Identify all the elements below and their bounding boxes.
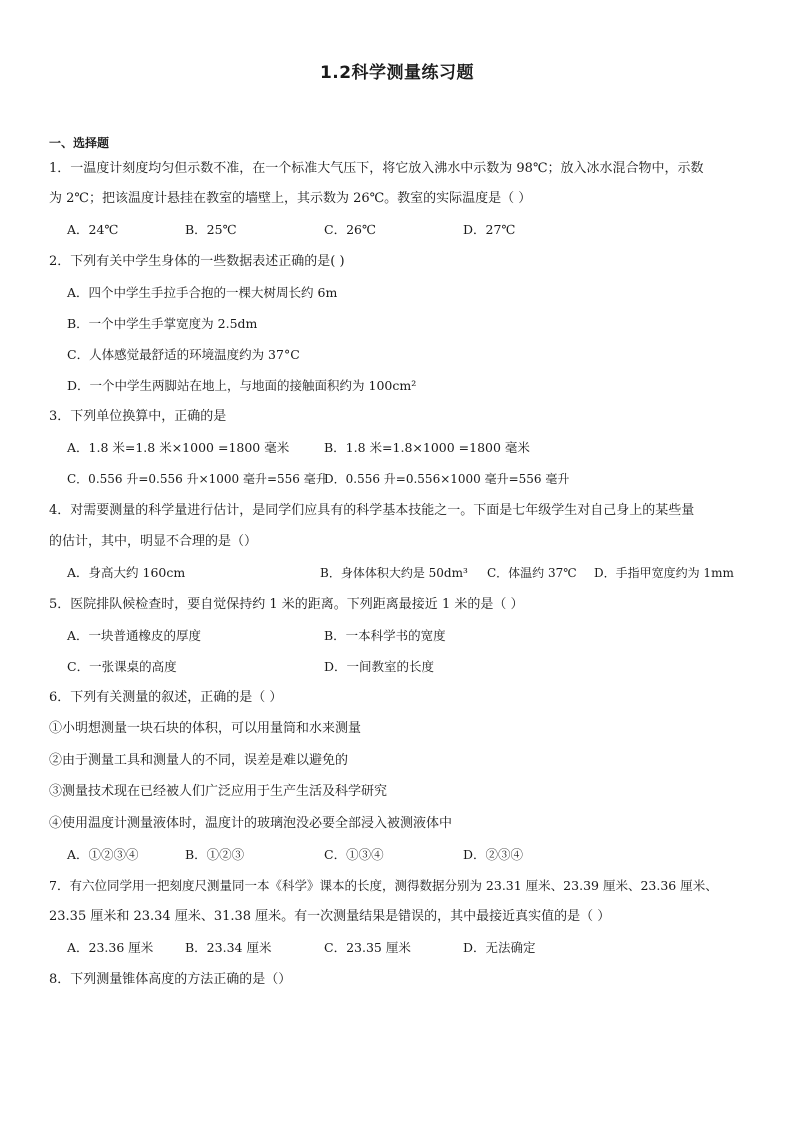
question-8-stem: 8．下列测量锥体高度的方法正确的是（）	[49, 972, 292, 987]
question-1-option-b: B．25℃	[185, 222, 237, 237]
question-3-option-d: D．0.556 升=0.556×1000 毫升=556 毫升	[324, 472, 570, 486]
question-7-option-d: D．无法确定	[463, 940, 536, 955]
question-1-line-1: 1．一温度计刻度均匀但示数不准，在一个标准大气压下，将它放入沸水中示数为 98℃；放入冰水混合物中，示数	[49, 161, 704, 176]
question-3-option-b: B．1.8 米=1.8×1000 =1800 毫米	[324, 440, 530, 455]
question-5-option-b: B．一本科学书的宽度	[324, 628, 446, 643]
question-4-option-d: D．手指甲宽度约为 1mm	[594, 566, 734, 580]
page-title: 1.2科学测量练习题	[319, 63, 475, 83]
question-1-option-c: C．26℃	[324, 222, 376, 237]
question-2-option-a: A．四个中学生手拉手合抱的一棵大树周长约 6m	[67, 285, 338, 300]
question-3-stem: 3．下列单位换算中，正确的是	[49, 409, 227, 424]
question-5-stem: 5．医院排队候检查时，要自觉保持约 1 米的距离。下列距离最接近 1 米的是（ ）	[49, 597, 524, 612]
question-4-option-c: C．体温约 37℃	[487, 566, 577, 580]
question-4-option-a: A．身高大约 160cm	[67, 565, 186, 580]
question-2-option-d: D．一个中学生两脚站在地上，与地面的接触面积约为 100cm²	[67, 378, 417, 393]
question-5-option-a: A．一块普通橡皮的厚度	[67, 628, 202, 643]
question-6-stem: 6．下列有关测量的叙述，正确的是（ ）	[49, 690, 283, 705]
question-6-statement-4: ④使用温度计测量液体时，温度计的玻璃泡没必要全部浸入被测液体中	[49, 816, 453, 831]
question-2-stem: 2．下列有关中学生身体的一些数据表述正确的是( )	[49, 254, 345, 269]
question-7-option-a: A．23.36 厘米	[67, 940, 154, 955]
question-3-option-c: C．0.556 升=0.556 升×1000 毫升=556 毫升	[67, 472, 328, 486]
question-1-option-d: D．27℃	[463, 222, 516, 237]
question-4-option-b: B．身体体积大约是 50dm³	[320, 566, 468, 580]
question-6-option-a: A．①②③④	[67, 847, 139, 862]
question-5-option-d: D．一间教室的长度	[324, 659, 435, 674]
question-2-option-c: C．人体感觉最舒适的环境温度约为 37°C	[67, 347, 300, 362]
question-6-statement-3: ③测量技术现在已经被人们广泛应用于生产生活及科学研究	[49, 784, 388, 799]
question-1-option-a: A．24℃	[67, 222, 119, 237]
question-6-statement-2: ②由于测量工具和测量人的不同，误差是难以避免的	[49, 753, 349, 768]
question-6-statement-1: ①小明想测量一块石块的体积，可以用量筒和水来测量	[49, 721, 362, 736]
question-7-line-2: 23.35 厘米和 23.34 厘米、31.38 厘米。有一次测量结果是错误的，其中最接近真实值的是（ ）	[49, 909, 611, 924]
question-6-option-d: D．②③④	[463, 847, 524, 862]
question-6-option-c: C．①③④	[324, 847, 384, 862]
question-2-option-b: B．一个中学生手掌宽度为 2.5dm	[67, 316, 258, 331]
question-7-option-b: B．23.34 厘米	[185, 940, 272, 955]
question-1-line-2: 为 2℃；把该温度计悬挂在教室的墙壁上，其示数为 26℃。教室的实际温度是（ ）	[49, 191, 532, 206]
question-5-option-c: C．一张课桌的高度	[67, 659, 177, 674]
section-heading: 一、选择题	[49, 136, 110, 150]
question-6-option-b: B．①②③	[185, 847, 245, 862]
question-7-option-c: C．23.35 厘米	[324, 940, 411, 955]
question-4-line-2: 的估计，其中，明显不合理的是（）	[49, 534, 258, 549]
question-4-line-1: 4．对需要测量的科学量进行估计，是同学们应具有的科学基本技能之一。下面是七年级学生对自己身上的某些量	[49, 503, 695, 518]
question-3-option-a: A．1.8 米=1.8 米×1000 =1800 毫米	[67, 440, 290, 455]
question-7-line-1: 7．有六位同学用一把刻度尺测量同一本《科学》课本的长度，测得数据分别为 23.31 厘米、23.39 厘米、23.36 厘米、	[49, 878, 718, 893]
